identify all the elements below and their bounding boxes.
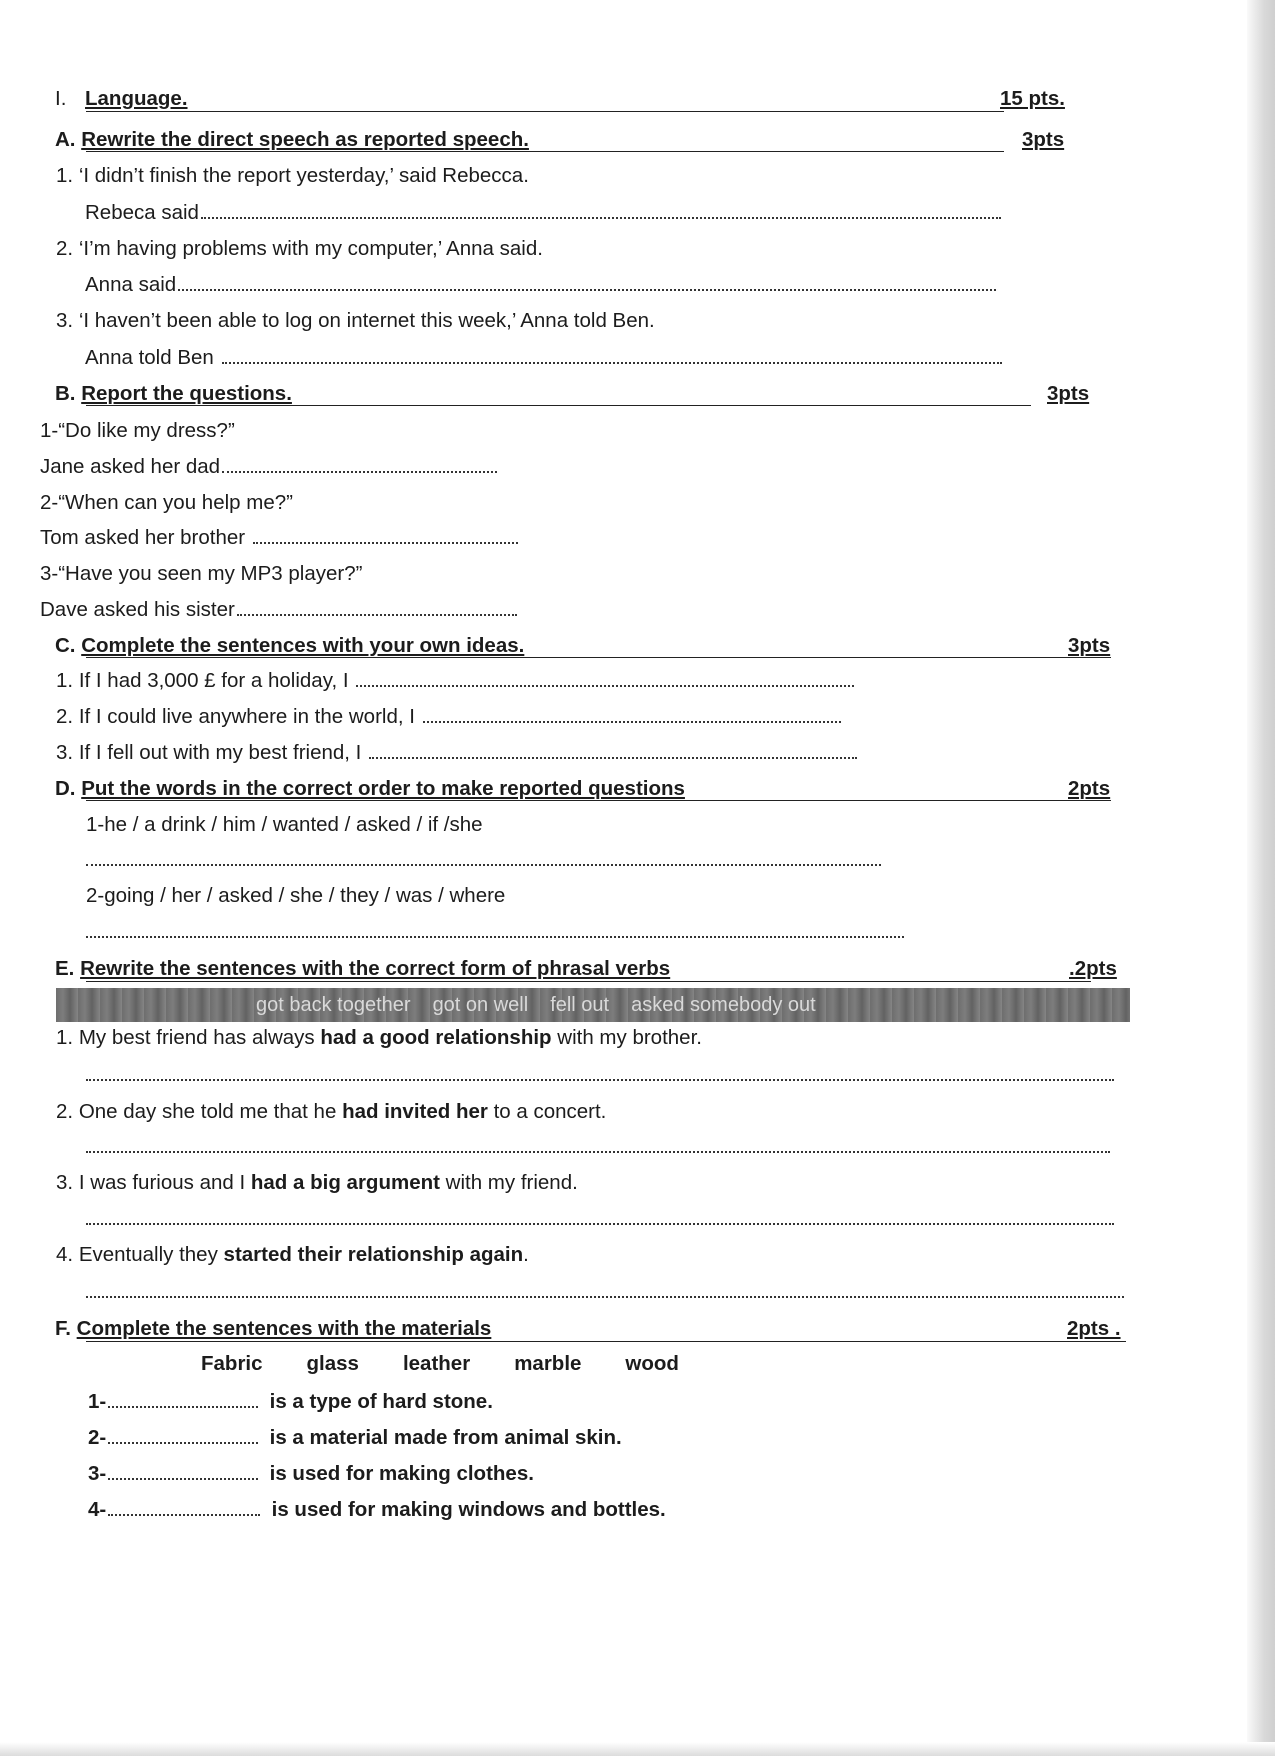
answer-line[interactable] <box>86 1296 1124 1298</box>
heading-e-points: .2pts <box>1069 957 1117 980</box>
answer-line[interactable] <box>178 283 996 291</box>
answer-line[interactable] <box>86 864 881 866</box>
phrasal-verb: fell out <box>550 993 610 1016</box>
word: glass <box>306 1352 359 1375</box>
heading-c-points: 3pts <box>1068 634 1111 657</box>
b-item-1-quote: 1-“Do like my dress?” <box>40 419 235 442</box>
heading-b-underline <box>86 405 1031 406</box>
heading-b: B. Report the questions. <box>55 382 292 405</box>
b-item-2-answer: Tom asked her brother <box>40 525 518 551</box>
section-number: I. <box>55 87 67 110</box>
c-item-3: 3. If I fell out with my best friend, I <box>56 740 857 766</box>
b-item-3-answer: Dave asked his sister <box>40 597 517 623</box>
heading-d-underline <box>86 800 1111 801</box>
heading-e: E. Rewrite the sentences with the correct form of phrasal verbs <box>55 957 671 980</box>
answer-line[interactable] <box>108 1508 260 1516</box>
heading-d-points: 2pts <box>1068 777 1111 800</box>
answer-line[interactable] <box>201 211 1001 219</box>
heading-a-underline <box>86 151 1004 152</box>
heading-f: F. Complete the sentences with the materials <box>55 1317 492 1340</box>
scan-edge <box>0 1742 1275 1756</box>
d-item-2: 2-going / her / asked / she / they / was / where <box>86 884 506 907</box>
phrasal-verb: got on well <box>432 993 529 1016</box>
heading-a: A. Rewrite the direct speech as reported speech. <box>55 128 529 151</box>
c-item-2: 2. If I could live anywhere in the world, I <box>56 704 841 730</box>
b-item-3-quote: 3-“Have you seen my MP3 player?” <box>40 562 363 585</box>
b-item-1-answer: Jane asked her dad <box>40 454 497 480</box>
f-item-1: 1- is a type of hard stone. <box>88 1390 493 1413</box>
answer-line[interactable] <box>222 356 1002 364</box>
a-item-3-answer: Anna told Ben <box>85 345 1002 371</box>
heading-e-underline <box>86 981 1091 982</box>
heading-d: D. Put the words in the correct order to make reported questions <box>55 777 685 800</box>
f-item-3: 3- is used for making clothes. <box>88 1462 534 1485</box>
materials-word-bank <box>201 1352 723 1376</box>
word: leather <box>402 1352 471 1375</box>
word: wood <box>625 1352 679 1375</box>
heading-c: C. Complete the sentences with your own ideas. <box>55 634 525 657</box>
answer-line[interactable] <box>108 1400 258 1408</box>
section-underline <box>86 111 1004 112</box>
answer-line[interactable] <box>86 1223 1114 1225</box>
word: marble <box>514 1352 582 1375</box>
section-points: 15 pts. <box>1000 87 1065 110</box>
answer-line[interactable] <box>86 1151 1110 1153</box>
section-title: Language. <box>85 87 188 110</box>
answer-line[interactable] <box>369 751 857 759</box>
heading-c-underline <box>86 657 1111 658</box>
heading-f-points: 2pts . <box>1067 1317 1121 1340</box>
f-item-2: 2- is a material made from animal skin. <box>88 1426 622 1449</box>
heading-f-underline <box>86 1341 1126 1342</box>
answer-line[interactable] <box>86 936 904 938</box>
answer-line[interactable] <box>356 679 854 687</box>
a-item-2-quote: 2. ‘I’m having problems with my computer,’ Anna said. <box>56 237 543 260</box>
a-item-1-quote: 1. ‘I didn’t finish the report yesterday,’ said Rebecca. <box>56 164 529 187</box>
a-item-3-quote: 3. ‘I haven’t been able to log on internet this week,’ Anna told Ben. <box>56 309 655 332</box>
answer-line[interactable] <box>423 715 841 723</box>
e-item-2: 2. One day she told me that he had invited her to a concert. <box>56 1100 607 1123</box>
e-item-1: 1. My best friend has always had a good relationship with my brother. <box>56 1026 702 1049</box>
answer-line[interactable] <box>108 1436 258 1444</box>
phrasal-verb: asked somebody out <box>631 993 816 1016</box>
answer-line[interactable] <box>222 465 497 473</box>
scan-edge <box>1247 0 1275 1756</box>
phrasal-verb: got back together <box>256 993 411 1016</box>
heading-a-points: 3pts <box>1022 128 1065 151</box>
f-item-4: 4- is used for making windows and bottles. <box>88 1498 666 1521</box>
heading-b-points: 3pts <box>1047 382 1090 405</box>
c-item-1: 1. If I had 3,000 £ for a holiday, I <box>56 668 854 694</box>
answer-line[interactable] <box>108 1472 258 1480</box>
e-item-3: 3. I was furious and I had a big argument with my friend. <box>56 1171 578 1194</box>
b-item-2-quote: 2-“When can you help me?” <box>40 491 293 514</box>
word: Fabric <box>201 1352 263 1375</box>
answer-line[interactable] <box>253 536 518 544</box>
phrasal-verbs-box <box>56 988 1130 1022</box>
answer-line[interactable] <box>86 1079 1114 1081</box>
d-item-1: 1-he / a drink / him / wanted / asked / if /she <box>86 813 483 836</box>
e-item-4: 4. Eventually they started their relationship again. <box>56 1243 529 1266</box>
a-item-2-answer: Anna said <box>85 272 996 298</box>
a-item-1-answer: Rebeca said <box>85 200 1001 226</box>
answer-line[interactable] <box>237 608 517 616</box>
